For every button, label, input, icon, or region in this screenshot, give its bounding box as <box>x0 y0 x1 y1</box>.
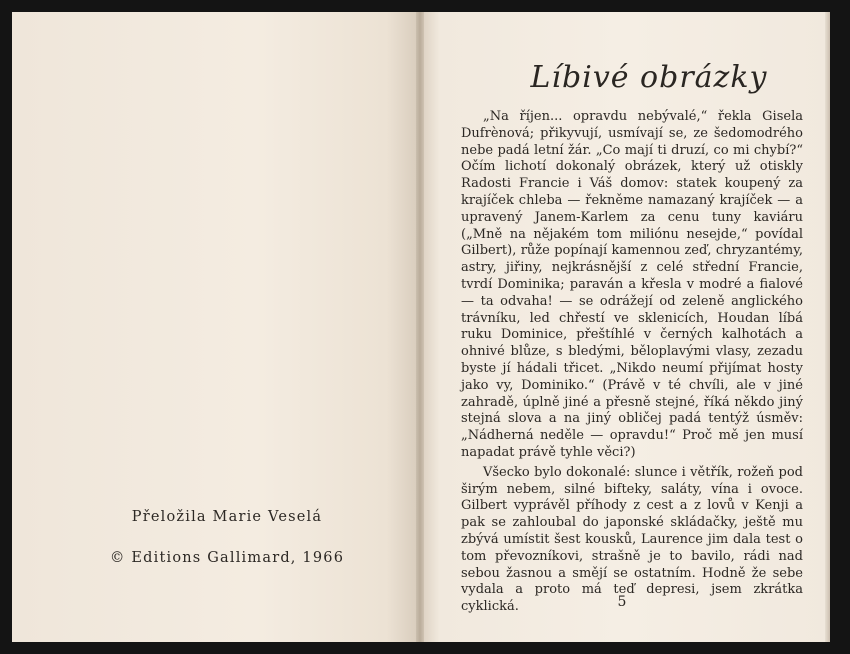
body-text <box>461 109 803 616</box>
paragraph: Všecko bylo dokonalé: slunce i větřík, rožeň pod širým nebem, silné bifteky, saláty, vína i ovoce. Gilbert vyprávěl příhody z cest a z lovů v Kenji a pak se zahloubal do japonské skládačky, ještě mu zbývá umístit šest kousků, Laurence jim dala test o tom převozníkovi, strašně je to bavilo, rádi nad sebou žasnou a smějí se ostatním. Hodně že sebe vydala a proto má teď depresi, jsem zkrátka cyklická. <box>461 464 803 615</box>
translator-credit: Přeložila Marie Veselá <box>131 509 323 525</box>
paragraph: „Na říjen... opravdu nebývalé,“ řekla Gisela Dufrènová; přikyvují, usmívají se, ze šedomodrého nebe padá letní žár. „Co mají ti druzí, co mi chybí?“ Očím lichotí dokonalý obrázek, který už otiskly Radosti Francie i Váš domov: statek koupený za krajíček chleba — řekněme namazaný krajíček — a upravený Janem-Karlem za cenu tuny kaviáru („Mně na nějakém tom miliónu nesejde,“ povídal Gilbert), růže popínají kamennou zeď, chryzantémy, astry, jiřiny, nejkrásnější z celé střední Francie, tvrdí Dominika; paraván a křesla v modré a fialové — ta odvaha! — se odrážejí od zeleně anglického trávníku, led chřestí ve sklenicích, Houdan líbá ruku Dominice, přeštíhlé v černých kalhotách a ohnivé blůze, s bledými, běloplavými vlasy, zezadu byste jí hádali třicet. „Nikdo neumí přijímat hosty jako vy, Dominiko.“ (Právě v té chvíli, ale v jiné zahradě, úplně jiné a přesně stejné, říká někdo jiný stejná slova a na jiný obličej padá tentýž úsměv: „Nádherná neděle — opravdu!“ Proč mě jen musí napadat právě tyhle věci?) <box>461 109 803 460</box>
open-book <box>12 12 830 642</box>
chapter-title: Líbivé obrázky <box>530 60 768 95</box>
copyright-notice: © Editions Gallimard, 1966 <box>109 550 345 566</box>
right-page <box>419 12 830 642</box>
page-number: 5 <box>617 594 627 610</box>
book-gutter <box>416 12 424 642</box>
left-page <box>12 12 419 642</box>
page-edge <box>825 12 830 642</box>
